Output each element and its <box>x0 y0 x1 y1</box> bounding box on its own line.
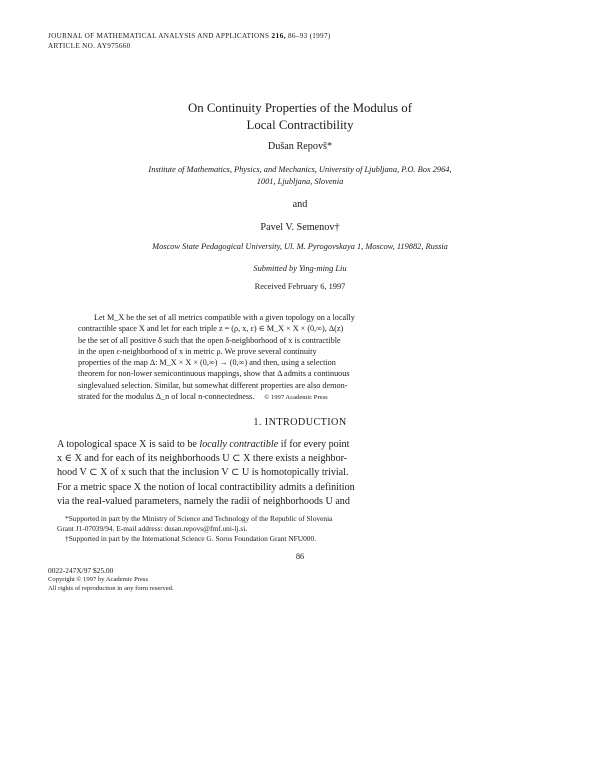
article-no-label: ARTICLE NO. <box>48 42 96 50</box>
abstract-copyright: © 1997 Academic Press <box>264 394 328 402</box>
page-number: 86 <box>295 552 305 561</box>
and-separator: and <box>292 199 308 210</box>
abstract-line: strated for the modulus Δ_n of local n-connectedness. <box>78 392 255 402</box>
intro-line: hood V ⊂ X of x such that the inclusion V ⊂ U is homotopically trivial. <box>57 467 349 479</box>
journal-citation <box>48 31 331 41</box>
intro-text: if for every point <box>278 439 350 450</box>
abstract-line: properties of the map Δ: M_X × X × (0,∞) → (0,∞) and then, using a selection <box>78 358 336 368</box>
abstract-line: singlevalued selection. Similar, but somewhat different properties are also demon- <box>78 380 348 390</box>
abstract-line: Let M_X be the set of all metrics compatible with a given topology on a locally <box>94 313 355 322</box>
footnote-1-line-2: Grant J1-07039/94. E-mail address: dusan.repovs@fmf.uni-lj.si. <box>57 524 248 533</box>
journal-volume: 216, <box>271 31 286 40</box>
title-line-2: Local Contractibility <box>246 118 354 132</box>
intro-line: x ∈ X and for each of its neighborhoods U ⊂ X there exists a neighbor- <box>57 453 348 465</box>
publisher-info <box>48 566 174 593</box>
received-date: Received February 6, 1997 <box>254 282 346 291</box>
journal-header <box>48 31 331 51</box>
journal-pages-year: 86–93 (1997) <box>288 32 331 40</box>
footnote-2: †Supported in part by the International Science G. Soros Foundation Grant NFU000. <box>65 534 317 543</box>
copyright-line: Copyright © 1997 by Academic Press <box>48 576 149 583</box>
abstract-last-line <box>78 391 522 403</box>
intro-line: via the real-valued parameters, namely the radii of neighborhoods U and <box>57 495 350 507</box>
author-1-name: Dušan Repovš* <box>267 141 333 152</box>
abstract-line: contractible space X and let for each triple z = (ρ, x, ε) ∈ M_X × X × (0,∞), Δ(z) <box>78 324 344 334</box>
paper-title <box>0 100 600 134</box>
author-1-affiliation <box>48 164 552 187</box>
intro-line-1 <box>57 438 543 452</box>
intro-line: For a metric space X the notion of local contractibility admits a definition <box>57 481 355 493</box>
section-heading: 1. INTRODUCTION <box>253 417 347 428</box>
journal-name: JOURNAL OF MATHEMATICAL ANALYSIS AND APPLICATIONS <box>48 32 270 40</box>
abstract-line: be the set of all positive δ such that the open δ-neighborhood of x is contractible <box>78 335 341 345</box>
article-no: AY975660 <box>96 42 131 50</box>
abstract-line: theorem for non-lower semicontinuous mappings, show that Δ admits a continuous <box>78 369 350 379</box>
rights-line: All rights of reproduction in any form reserved. <box>48 585 174 592</box>
footnote-1-line-1: *Supported in part by the Ministry of Science and Technology of the Republic of Slovenia <box>65 514 333 523</box>
intro-text: A topological space X is said to be <box>57 439 200 450</box>
article-number-line <box>48 41 331 51</box>
intro-emphasis: locally contractible <box>199 439 279 450</box>
abstract-line: in the open ε-neighborhood of x in metric ρ. We prove several continuity <box>78 346 317 356</box>
issn-price: 0022-247X/97 $25.00 <box>48 566 114 575</box>
footnotes <box>57 514 543 544</box>
author-2-name: Pavel V. Semenov† <box>260 222 340 233</box>
abstract <box>78 312 522 403</box>
affiliation-line-1: Institute of Mathematics, Physics, and Mechanics, University of Ljubljana, P.O. Box 2964, <box>148 165 452 174</box>
author-2-affiliation: Moscow State Pedagogical University, Ul. M. Pyrogovskaya 1, Moscow, 119882, Russia <box>152 242 448 251</box>
submitted-by: Submitted by Ying-ming Liu <box>253 264 347 273</box>
affiliation-line-2: 1001, Ljubljana, Slovenia <box>256 176 344 186</box>
introduction-body <box>57 438 543 509</box>
title-line-1: On Continuity Properties of the Modulus of <box>188 101 412 115</box>
